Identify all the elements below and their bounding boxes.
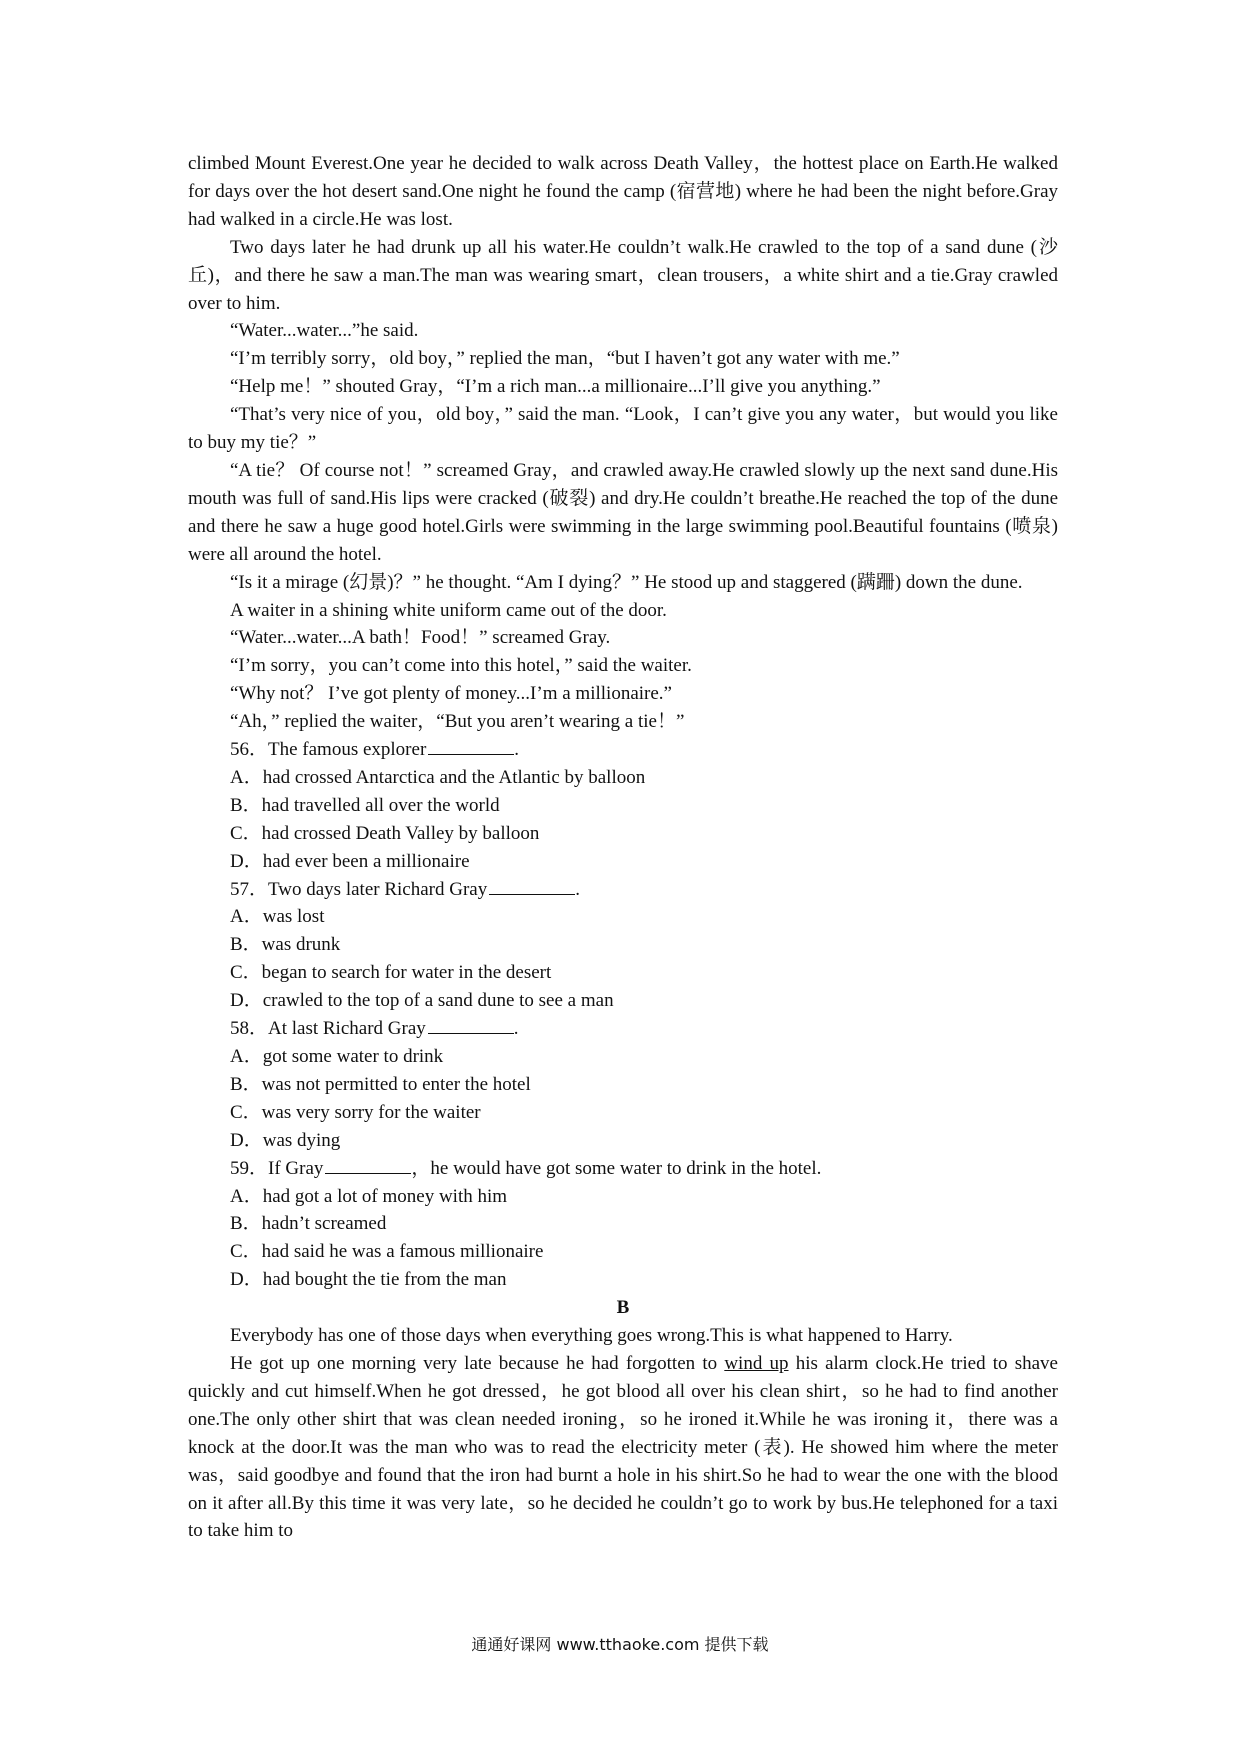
option-c: C．had crossed Death Valley by balloon (230, 822, 540, 844)
option-c: C．began to search for water in the desert (230, 962, 552, 984)
section-heading-b: B (616, 1297, 630, 1319)
answer-blank (489, 876, 575, 895)
question-stem-text: 56．The famous explorer (230, 739, 427, 761)
passage-a-paragraph-5: “Help me！” shouted Gray，“I’m a rich man...a millionaire...I’ll give you anything.” (230, 376, 881, 398)
passage-b-text-2: his alarm clock.He tried to shave quickly and cut himself.When he got dressed，he got blood all over his clean shirt，so he had to find another one.The only other shirt that was clean needed ironing，so he ironed it.While he was ironing it，there was a knock at the door.It was the man who was to read the electricity meter (表). He showed him where the meter was，said goodbye and found that the iron had burnt a hole in his shirt.So he had to wear the one with the blood on it after all.By this time it was very late，so he decided he couldn’t go to work by bus.He telephoned for a taxi to take him to (188, 1352, 1058, 1542)
question-stem (188, 876, 1058, 904)
question-56 (188, 736, 1058, 876)
question-stem-tail: . (575, 878, 580, 900)
question-stem (188, 736, 1058, 764)
passage-a-paragraph-13: “Ah，” replied the waiter，“But you aren’t wearing a tie！” (230, 711, 685, 733)
underlined-phrase: wind up (724, 1352, 789, 1374)
option-a: A．got some water to drink (230, 1046, 444, 1067)
option-a: A．was lost (230, 906, 325, 928)
passage-a-paragraph-8: “Is it a mirage (幻景)？” he thought. “Am I dying？” He stood up and staggered (蹒跚) down the dune. (230, 571, 1023, 593)
option-a: A．had crossed Antarctica and the Atlantic by balloon (230, 766, 646, 788)
passage-a-paragraph-6: “That’s very nice of you，old boy，” said the man. “Look，I can’t give you any water，but would you like to buy my tie？” (188, 404, 1058, 454)
question-stem-tail: . (514, 739, 520, 761)
question-59 (188, 1155, 1058, 1295)
document-body (188, 150, 1058, 1545)
question-57 (188, 876, 1058, 1016)
option-d: D．crawled to the top of a sand dune to see a man (230, 990, 614, 1012)
passage-a-paragraph-11: “I’m sorry，you can’t come into this hotel，” said the waiter. (230, 655, 692, 677)
option-d: D．had bought the tie from the man (230, 1269, 507, 1291)
question-stem (188, 1155, 1058, 1183)
option-b: B．hadn’t screamed (230, 1213, 387, 1235)
option-b: B．was drunk (230, 934, 341, 956)
passage-b-paragraph-1: Everybody has one of those days when everything goes wrong.This is what happened to Harry. (230, 1325, 953, 1347)
answer-blank (428, 1015, 514, 1034)
passage-b-paragraph-2 (188, 1350, 1058, 1545)
question-stem-tail: ，he would have got some water to drink in the hotel. (411, 1157, 822, 1179)
passage-a-paragraph-1: climbed Mount Everest.One year he decided to walk across Death Valley，the hottest place on Earth.He walked for days over the hot desert sand.One night he found the camp (宿营地) where he had been the night before.Gray had walked in a circle.He was lost. (188, 153, 1058, 230)
passage-a-paragraph-12: “Why not？ I’ve got plenty of money...I’m a millionaire.” (230, 683, 672, 705)
passage-a-paragraph-7: “A tie？ Of course not！” screamed Gray，and crawled away.He crawled slowly up the next sand dune.His mouth was full of sand.His lips were cracked (破裂) and dry.He couldn’t breathe.He reached the top of the dune and there he saw a huge good hotel.Girls were swimming in the large swimming pool.Beautiful fountains (喷泉) were all around the hotel. (188, 459, 1058, 565)
answer-blank (428, 736, 514, 755)
option-c: C．had said he was a famous millionaire (230, 1241, 544, 1263)
question-stem (188, 1015, 1058, 1043)
question-stem-text: 58．At last Richard Gray (230, 1018, 426, 1040)
option-b: B．was not permitted to enter the hotel (230, 1073, 531, 1095)
option-d: D．had ever been a millionaire (230, 850, 470, 872)
page-footer: 通通好课网 www.tthaoke.com 提供下载 (471, 1635, 769, 1654)
question-58 (188, 1015, 1058, 1155)
passage-a-paragraph-3: “Water...water...”he said. (230, 320, 419, 342)
option-d: D．was dying (230, 1129, 341, 1151)
passage-a-paragraph-4: “I’m terribly sorry，old boy，” replied the man，“but I haven’t got any water with me.” (230, 348, 900, 370)
question-stem-text: 59．If Gray (230, 1157, 324, 1179)
passage-a-paragraph-10: “Water...water...A bath！Food！” screamed Gray. (230, 627, 611, 649)
answer-blank (325, 1155, 411, 1174)
question-stem-text: 57．Two days later Richard Gray (230, 878, 488, 900)
option-c: C．was very sorry for the waiter (230, 1101, 481, 1123)
question-stem-tail: . (513, 1018, 519, 1040)
passage-a-paragraph-9: A waiter in a shining white uniform came out of the door. (230, 599, 667, 621)
option-a: A．had got a lot of money with him (230, 1185, 508, 1207)
passage-a-paragraph-2: Two days later he had drunk up all his water.He couldn’t walk.He crawled to the top of a sand dune (沙丘)，and there he saw a man.The man was wearing smart，clean trousers，a white shirt and a tie.Gray crawled over to him. (188, 236, 1058, 314)
passage-b-text-1: He got up one morning very late because he had forgotten to (230, 1352, 725, 1374)
option-b: B．had travelled all over the world (230, 794, 500, 816)
